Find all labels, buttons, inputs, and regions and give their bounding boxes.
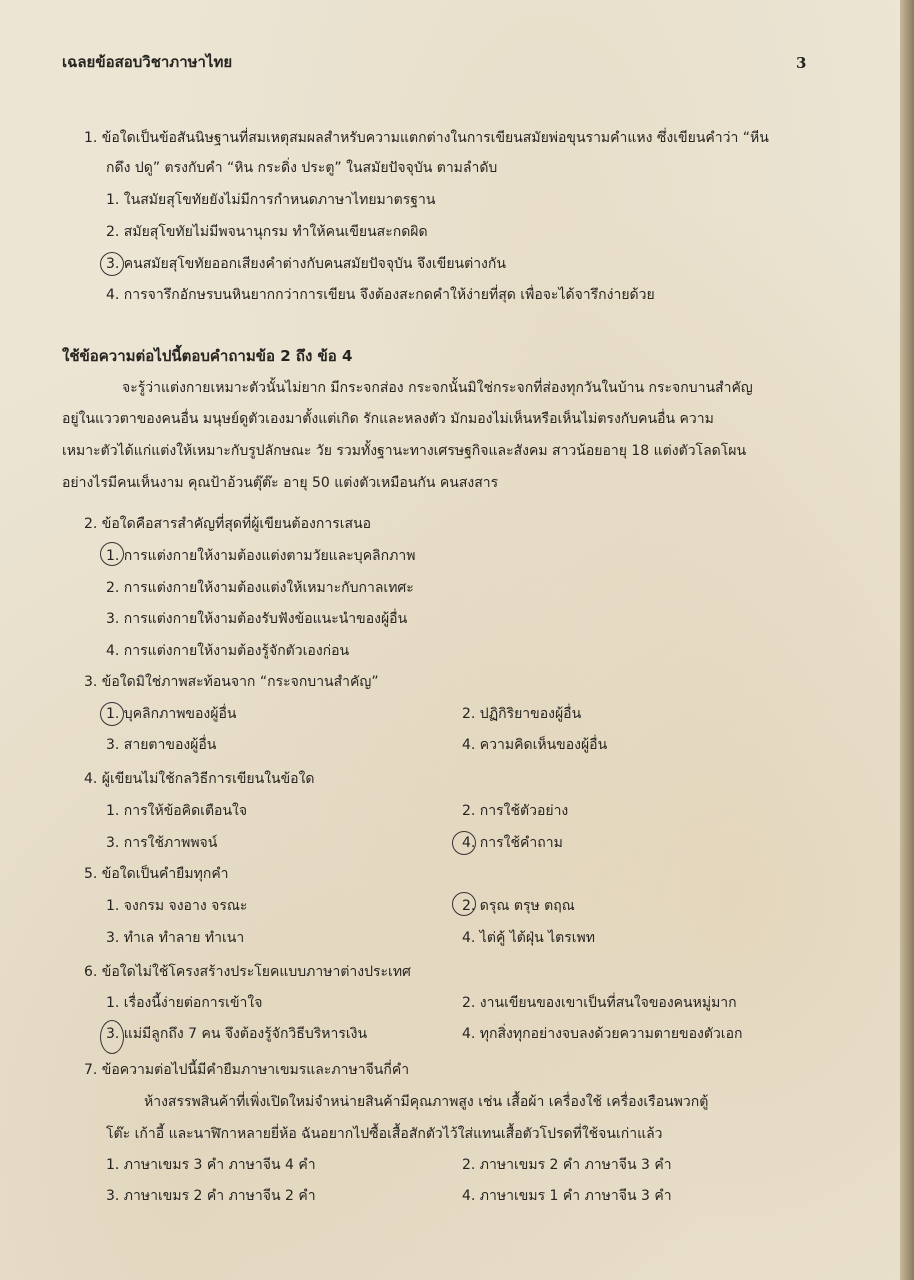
q5-stem: 5. ข้อใดเป็นคำยืมทุกคำ <box>84 866 229 882</box>
answer-mark-circle <box>100 542 124 566</box>
passage-line-3: เหมาะตัวได้แก่แต่งให้เหมาะกับรูปลักษณะ วัย รวมทั้งฐานะทางเศรษฐกิจและสังคม สาวน้อยอายุ 18 แต่งตัวโลดโผน <box>62 443 747 459</box>
passage-line-4: อย่างไรมีคนเห็นงาม คุณป้าอ้วนตุ๊ต๊ะ อายุ 50 แต่งตัวเหมือนกัน คนสงสาร <box>62 475 499 491</box>
q3-option-1: 1. บุคลิกภาพของผู้อื่น <box>106 706 237 722</box>
q2-option-3: 3. การแต่งกายให้งามต้องรับฟังข้อแนะนำของผู้อื่น <box>106 611 408 627</box>
q7-option-1: 1. ภาษาเขมร 3 คำ ภาษาจีน 4 คำ <box>106 1157 316 1173</box>
q2-stem: 2. ข้อใดคือสารสำคัญที่สุดที่ผู้เขียนต้องการเสนอ <box>84 516 372 532</box>
q7-option-2: 2. ภาษาเขมร 2 คำ ภาษาจีน 3 คำ <box>462 1157 672 1173</box>
answer-mark-circle <box>452 831 476 855</box>
q6-option-2: 2. งานเขียนของเขาเป็นที่สนใจของคนหมู่มาก <box>462 995 737 1011</box>
answer-mark-circle <box>100 252 124 276</box>
q3-option-2: 2. ปฏิกิริยาของผู้อื่น <box>462 706 582 722</box>
q4-option-4: 4. การใช้คำถาม <box>462 835 563 851</box>
q3-option-4: 4. ความคิดเห็นของผู้อื่น <box>462 737 608 753</box>
q1-option-2: 2. สมัยสุโขทัยไม่มีพจนานุกรม ทำให้คนเขียนสะกดผิด <box>106 224 428 240</box>
q2-option-4: 4. การแต่งกายให้งามต้องรู้จักตัวเองก่อน <box>106 643 350 659</box>
q5-option-3: 3. ทำเล ทำลาย ทำเนา <box>106 930 245 946</box>
q5-option-2: 2. ดรุณ ตรุษ ตฤณ <box>462 898 575 914</box>
q1-option-4: 4. การจารึกอักษรบนหินยากกว่าการเขียน จึงต้องสะกดคำให้ง่ายที่สุด เพื่อจะได้จารึกง่ายด้วย <box>106 287 655 303</box>
q6-option-4: 4. ทุกสิ่งทุกอย่างจบลงด้วยความตายของตัวเอก <box>462 1026 743 1042</box>
page-edge <box>900 0 914 1280</box>
q2-option-2: 2. การแต่งกายให้งามต้องแต่งให้เหมาะกับกาลเทศะ <box>106 580 414 596</box>
q7-passage-line-2: โต๊ะ เก้าอี้ และนาฬิกาหลายยี่ห้อ ฉันอยากไปซื้อเสื้อสักตัวไว้ใส่แทนเสื้อตัวโปรดที่ใช้จนเก่าแล้ว <box>106 1126 663 1142</box>
header-title: เฉลยข้อสอบวิชาภาษาไทย <box>62 53 233 71</box>
q1-option-3: 3. คนสมัยสุโขทัยออกเสียงคำต่างกับคนสมัยปัจจุบัน จึงเขียนต่างกัน <box>106 256 506 272</box>
q1-option-1: 1. ในสมัยสุโขทัยยังไม่มีการกำหนดภาษาไทยมาตรฐาน <box>106 192 436 208</box>
q3-stem: 3. ข้อใดมิใช่ภาพสะท้อนจาก “กระจกบานสำคัญ” <box>84 674 379 690</box>
answer-mark-circle <box>100 1020 124 1054</box>
q1-stem-cont: กดึง ปดู” ตรงกับคำ “หิน กระดิ่ง ประตู” ในสมัยปัจจุบัน ตามลำดับ <box>106 160 498 176</box>
page-number: 3 <box>796 54 807 72</box>
q6-stem: 6. ข้อใดไม่ใช้โครงสร้างประโยคแบบภาษาต่างประเทศ <box>84 964 411 980</box>
q7-stem: 7. ข้อความต่อไปนี้มีคำยืมภาษาเขมรและภาษาจีนกี่คำ <box>84 1062 410 1078</box>
q6-option-1: 1. เรื่องนี้ง่ายต่อการเข้าใจ <box>106 995 263 1011</box>
q5-option-4: 4. ไต่คู้ ไต้ฝุ่น ไตรเพท <box>462 930 596 946</box>
q2-option-1: 1. การแต่งกายให้งามต้องแต่งตามวัยและบุคลิกภาพ <box>106 548 416 564</box>
q7-passage-line-1: ห้างสรรพสินค้าที่เพิ่งเปิดใหม่จำหน่ายสินค้ามีคุณภาพสูง เช่น เสื้อผ้า เครื่องใช้ เครื่องเรือนพวกตู้ <box>144 1094 709 1110</box>
q5-option-1: 1. จงกรม จงอาง จรณะ <box>106 898 248 914</box>
q6-option-3: 3. แม่มีลูกถึง 7 คน จึงต้องรู้จักวิธีบริหารเงิน <box>106 1026 368 1042</box>
q4-option-2: 2. การใช้ตัวอย่าง <box>462 803 569 819</box>
q4-option-1: 1. การให้ข้อคิดเตือนใจ <box>106 803 248 819</box>
q1-stem: 1. ข้อใดเป็นข้อสันนิษฐานที่สมเหตุสมผลสำหรับความแตกต่างในการเขียนสมัยพ่อขุนรามคำแหง ซึ่งเขียนคำว่า “หีน <box>84 130 769 146</box>
q4-option-3: 3. การใช้ภาพพจน์ <box>106 835 218 851</box>
q7-option-3: 3. ภาษาเขมร 2 คำ ภาษาจีน 2 คำ <box>106 1188 316 1204</box>
passage-line-1: จะรู้ว่าแต่งกายเหมาะตัวนั้นไม่ยาก มีกระจกส่อง กระจกนั้นมิใช่กระจกที่ส่องทุกวันในบ้าน กระจกบานสำคัญ <box>122 380 753 396</box>
answer-mark-circle <box>100 702 124 726</box>
q4-stem: 4. ผู้เขียนไม่ใช้กลวิธีการเขียนในข้อใด <box>84 771 315 787</box>
passage-heading: ใช้ข้อความต่อไปนี้ตอบคำถามข้อ 2 ถึง ข้อ 4 <box>62 347 353 365</box>
passage-line-2: อยู่ในแววตาของคนอื่น มนุษย์ดูตัวเองมาตั้งแต่เกิด รักและหลงตัว มักมองไม่เห็นหรือเห็นไม่ตรงกับคนอื่น ความ <box>62 411 714 427</box>
q3-option-3: 3. สายตาของผู้อื่น <box>106 737 217 753</box>
answer-mark-circle <box>452 892 476 916</box>
q7-option-4: 4. ภาษาเขมร 1 คำ ภาษาจีน 3 คำ <box>462 1188 672 1204</box>
